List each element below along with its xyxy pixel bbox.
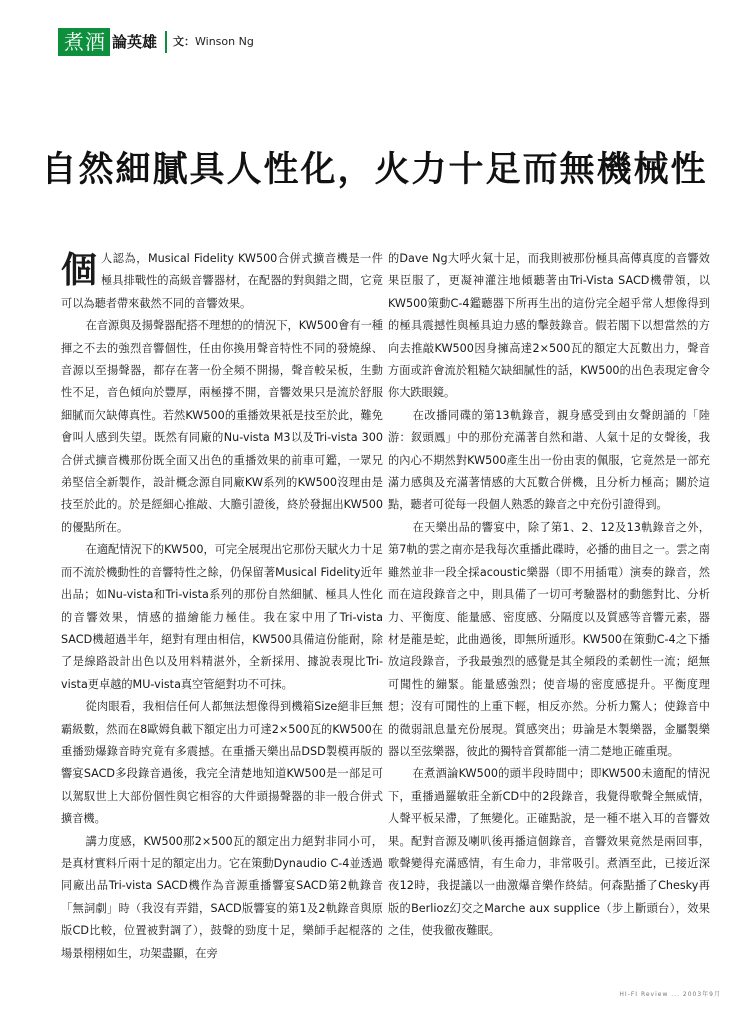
right-column: [388, 248, 710, 943]
paragraph: 在音源與及揚聲器配搭不理想的的情況下，KW500會有一種揮之不去的強烈音響個性，任由你換用聲音特性不同的發燒線、音源以至揚聲器，都存在著一份全頻不開揚，聲音較呆板，生動性不足，音色傾向於豐厚，兩極撐不開，音響效果只是流於舒服細膩而欠缺傳真性。若然KW500的重播效果祇是技至於此，難免會叫人感到失望。既然有同廠的Nu-vista M3以及Tri-vista 300合併式擴音機那份既全面又出色的重播效果的前車可鑑，一眾兄弟堅信全新製作，設計概念源自同廠KW系列的KW500沒理由是技至於此的。於是經細心推敲、大膽引證後，終於發掘出KW500的優點所在。: [61, 319, 383, 534]
column-subtitle: 論英雄: [112, 33, 158, 51]
header-divider: [165, 31, 167, 53]
paragraph: 在改播同碟的第13軌錄音，親身感受到由女聲朗誦的「陸游：釵頭鳳」中的那份充滿著自然和諧、人氣十足的女聲後，我的內心不期然對KW500產生出一份由衷的佩服，它竟然是一部充滿力感與及充滿著情感的大瓦數合併機，且分析力極高；關於這點，聽者可從每一段個人熟悉的錄音之中充份引證得到。: [388, 408, 710, 512]
page-footer: HI-FI Review ... 2003年9月: [619, 991, 721, 998]
author-name: Winson Ng: [195, 35, 254, 48]
column-header: [58, 28, 254, 56]
paragraph: [61, 248, 383, 315]
article-title: 自然細膩具人性化，火力十足而無機械性: [41, 149, 708, 190]
author-line: [173, 28, 254, 56]
paragraph-text: 人認為，Musical Fidelity KW500合併式擴音機是一件極具排戰性的高級音響器材，在配器的對與錯之間，它竟可以為聽者帶來截然不同的音響效果。: [61, 252, 383, 310]
paragraph: 的Dave Ng大呼火氣十足，而我則被那份極具高傳真度的音響效果臣服了，更凝神灌注地傾聽著由Tri-Vista SACD機帶領，以KW500策動C-4鑑聽器下所再生出的這份完全超乎常人想像得到的極具震撼性與極具迫力感的擊鼓錄音。假若閣下以想當然的方向去推敲KW500因身擁高達2×500瓦的額定大瓦數出力，聲音方面或許會流於粗糙欠缺細膩性的話，KW500的出色表現定會令你大跌眼鏡。: [388, 252, 710, 400]
paragraph: 講力度感，KW500那2×500瓦的額定出力絕對非同小可，是真材實料斤兩十足的額定出力。它在策動Dynaudio C-4並透過同廠出品Tri-vista SACD機作為音源重播響宴SACD第2軌錄音「無詞劇」時（我沒有弄錯，SACD版響宴的第1及2軌錄音與原版CD比較，位置被對調了），鼓聲的勁度十足，樂師手起棍落的場景栩栩如生，功架盡顯，在旁: [61, 834, 383, 960]
left-column: [61, 248, 383, 965]
paragraph: 在適配情況下的KW500，可完全展現出它那份天賦火力十足而不流於機動性的音響特性之餘，仍保留著Musical Fidelity近年出品；如Nu-vista和Tri-vista系列的那份自然細膩、極具人性化的音響效果，情感的描繪能力極佳。我在家中用了Tri-vista SACD機超過半年，絕對有理由相信，KW500具備這份能耐，除了是線路設計出色以及用料精湛外，全新採用、據說表現比Tri-vista更卓越的MU-vista真空管絕對功不可抹。: [61, 543, 383, 691]
paragraph: 在天樂出品的響宴中，除了第1、2、12及13軌錄音之外，第7軌的雲之南亦是我每次重播此碟時，必播的曲目之一。雲之南雖然並非一段全採acoustic樂器（即不用插電）演奏的錄音，然而在這段錄音之中，則具備了一切可考驗器材的動態對比、分析力、平衡度、能量感、密度感、分隔度以及質感等音響元素，器材是龍是蛇，此曲過後，即無所遁形。KW500在策動C-4之下播放這段錄音，予我最強烈的感覺是其全頻段的柔韌性一流；絕無可聞性的繃緊。能量感強烈；使音場的密度感提升。平衡度理想；沒有可聞性的上重下輕，相反亦然。分析力驚人；使錄音中的微弱訊息量充份展現。質感突出；毋論是木製樂器，金屬製樂器以至弦樂器，彼此的獨特音質都能一清二楚地正確重現。: [388, 520, 710, 758]
column-name: 煮酒: [58, 28, 110, 56]
paragraph: 從肉眼看，我相信任何人都無法想像得到機箱Size絕非巨無霸級數，然而在8歐姆負載下額定出力可達2×500瓦的KW500在重播勁爆錄音時究竟有多震撼。在重播天樂出品DSD製模再版的響宴SACD多段錄音過後，我完全清楚地知道KW500是一部足可以駕馭世上大部份個性與它相容的大件頭揚聲器的非一般合併式擴音機。: [61, 700, 383, 826]
author-prefix: 文：: [173, 35, 196, 48]
paragraph: 在煮酒論KW500的頭半段時間中；即KW500未適配的情況下，重播過羅敏莊全新CD中的2段錄音，我覺得歌聲全無威情，人聲平板呆滯，了無變化。正確點說，是一種不堪入耳的音響效果。配對音源及喇叭後再播這個錄音，音響效果竟然是兩回事，歌聲變得充滿感情，有生命力，非常吸引。煮酒至此，已接近深夜12時，我提議以一曲激爆音樂作終結。何森點播了Chesky再版的Berlioz幻交之Marche aux supplice（步上斷頭台），效果之佳，使我徹夜難眠。: [388, 767, 710, 938]
dropcap: 個: [61, 249, 98, 291]
